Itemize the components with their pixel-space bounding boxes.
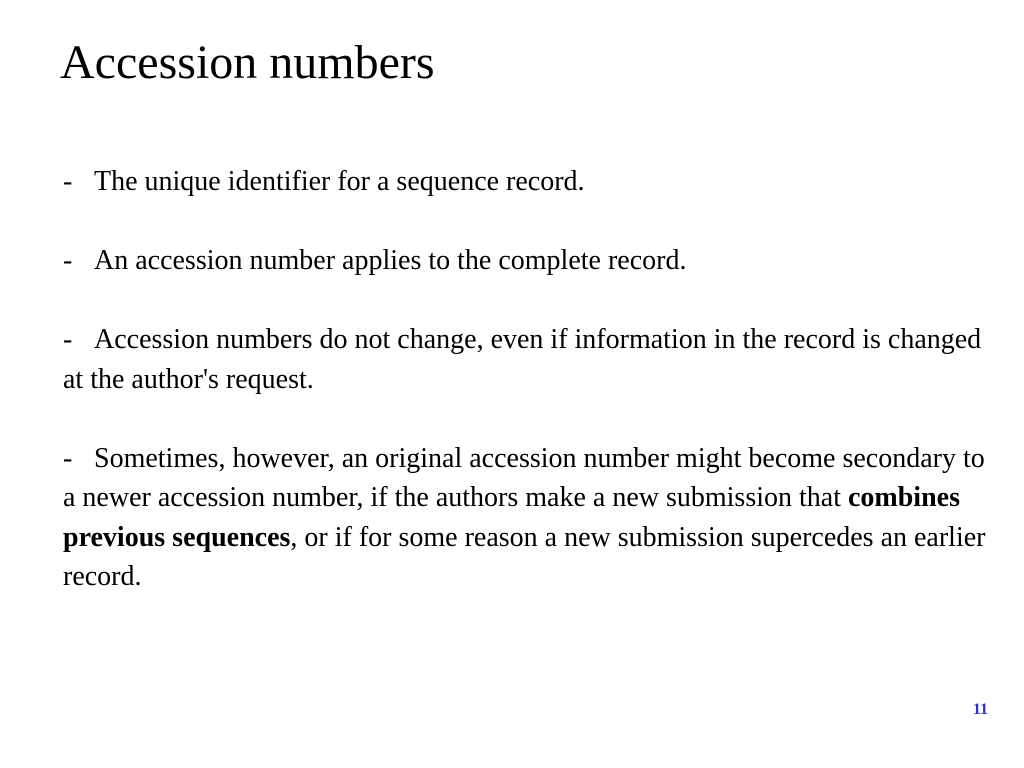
bullet-text: An accession number applies to the complete record. xyxy=(94,245,687,276)
bullet-item xyxy=(63,439,993,597)
page-number: 11 xyxy=(972,701,988,718)
bullet-item xyxy=(63,241,993,281)
bullet-dash: - xyxy=(63,442,73,474)
bullet-dash: - xyxy=(63,245,73,276)
bullet-text: Accession numbers do not change, even if information in the record is changed at the author's request. xyxy=(63,324,982,395)
slide-title: Accession numbers xyxy=(60,36,435,89)
bullet-list xyxy=(63,162,993,597)
bullet-text-before-bold: Sometimes, however, an original accession number might become secondary to a newer accession number, if the authors make a new submission that xyxy=(63,442,985,513)
bullet-dash: - xyxy=(63,324,73,355)
bullet-item xyxy=(63,162,993,202)
bullet-text: The unique identifier for a sequence record. xyxy=(94,166,585,197)
bullet-bold-text: combines previous sequences xyxy=(63,482,960,553)
bullet-dash: - xyxy=(63,166,73,197)
bullet-text-after-bold: , or if for some reason a new submission supercedes an earlier record. xyxy=(63,521,986,592)
bullet-item xyxy=(63,320,993,399)
